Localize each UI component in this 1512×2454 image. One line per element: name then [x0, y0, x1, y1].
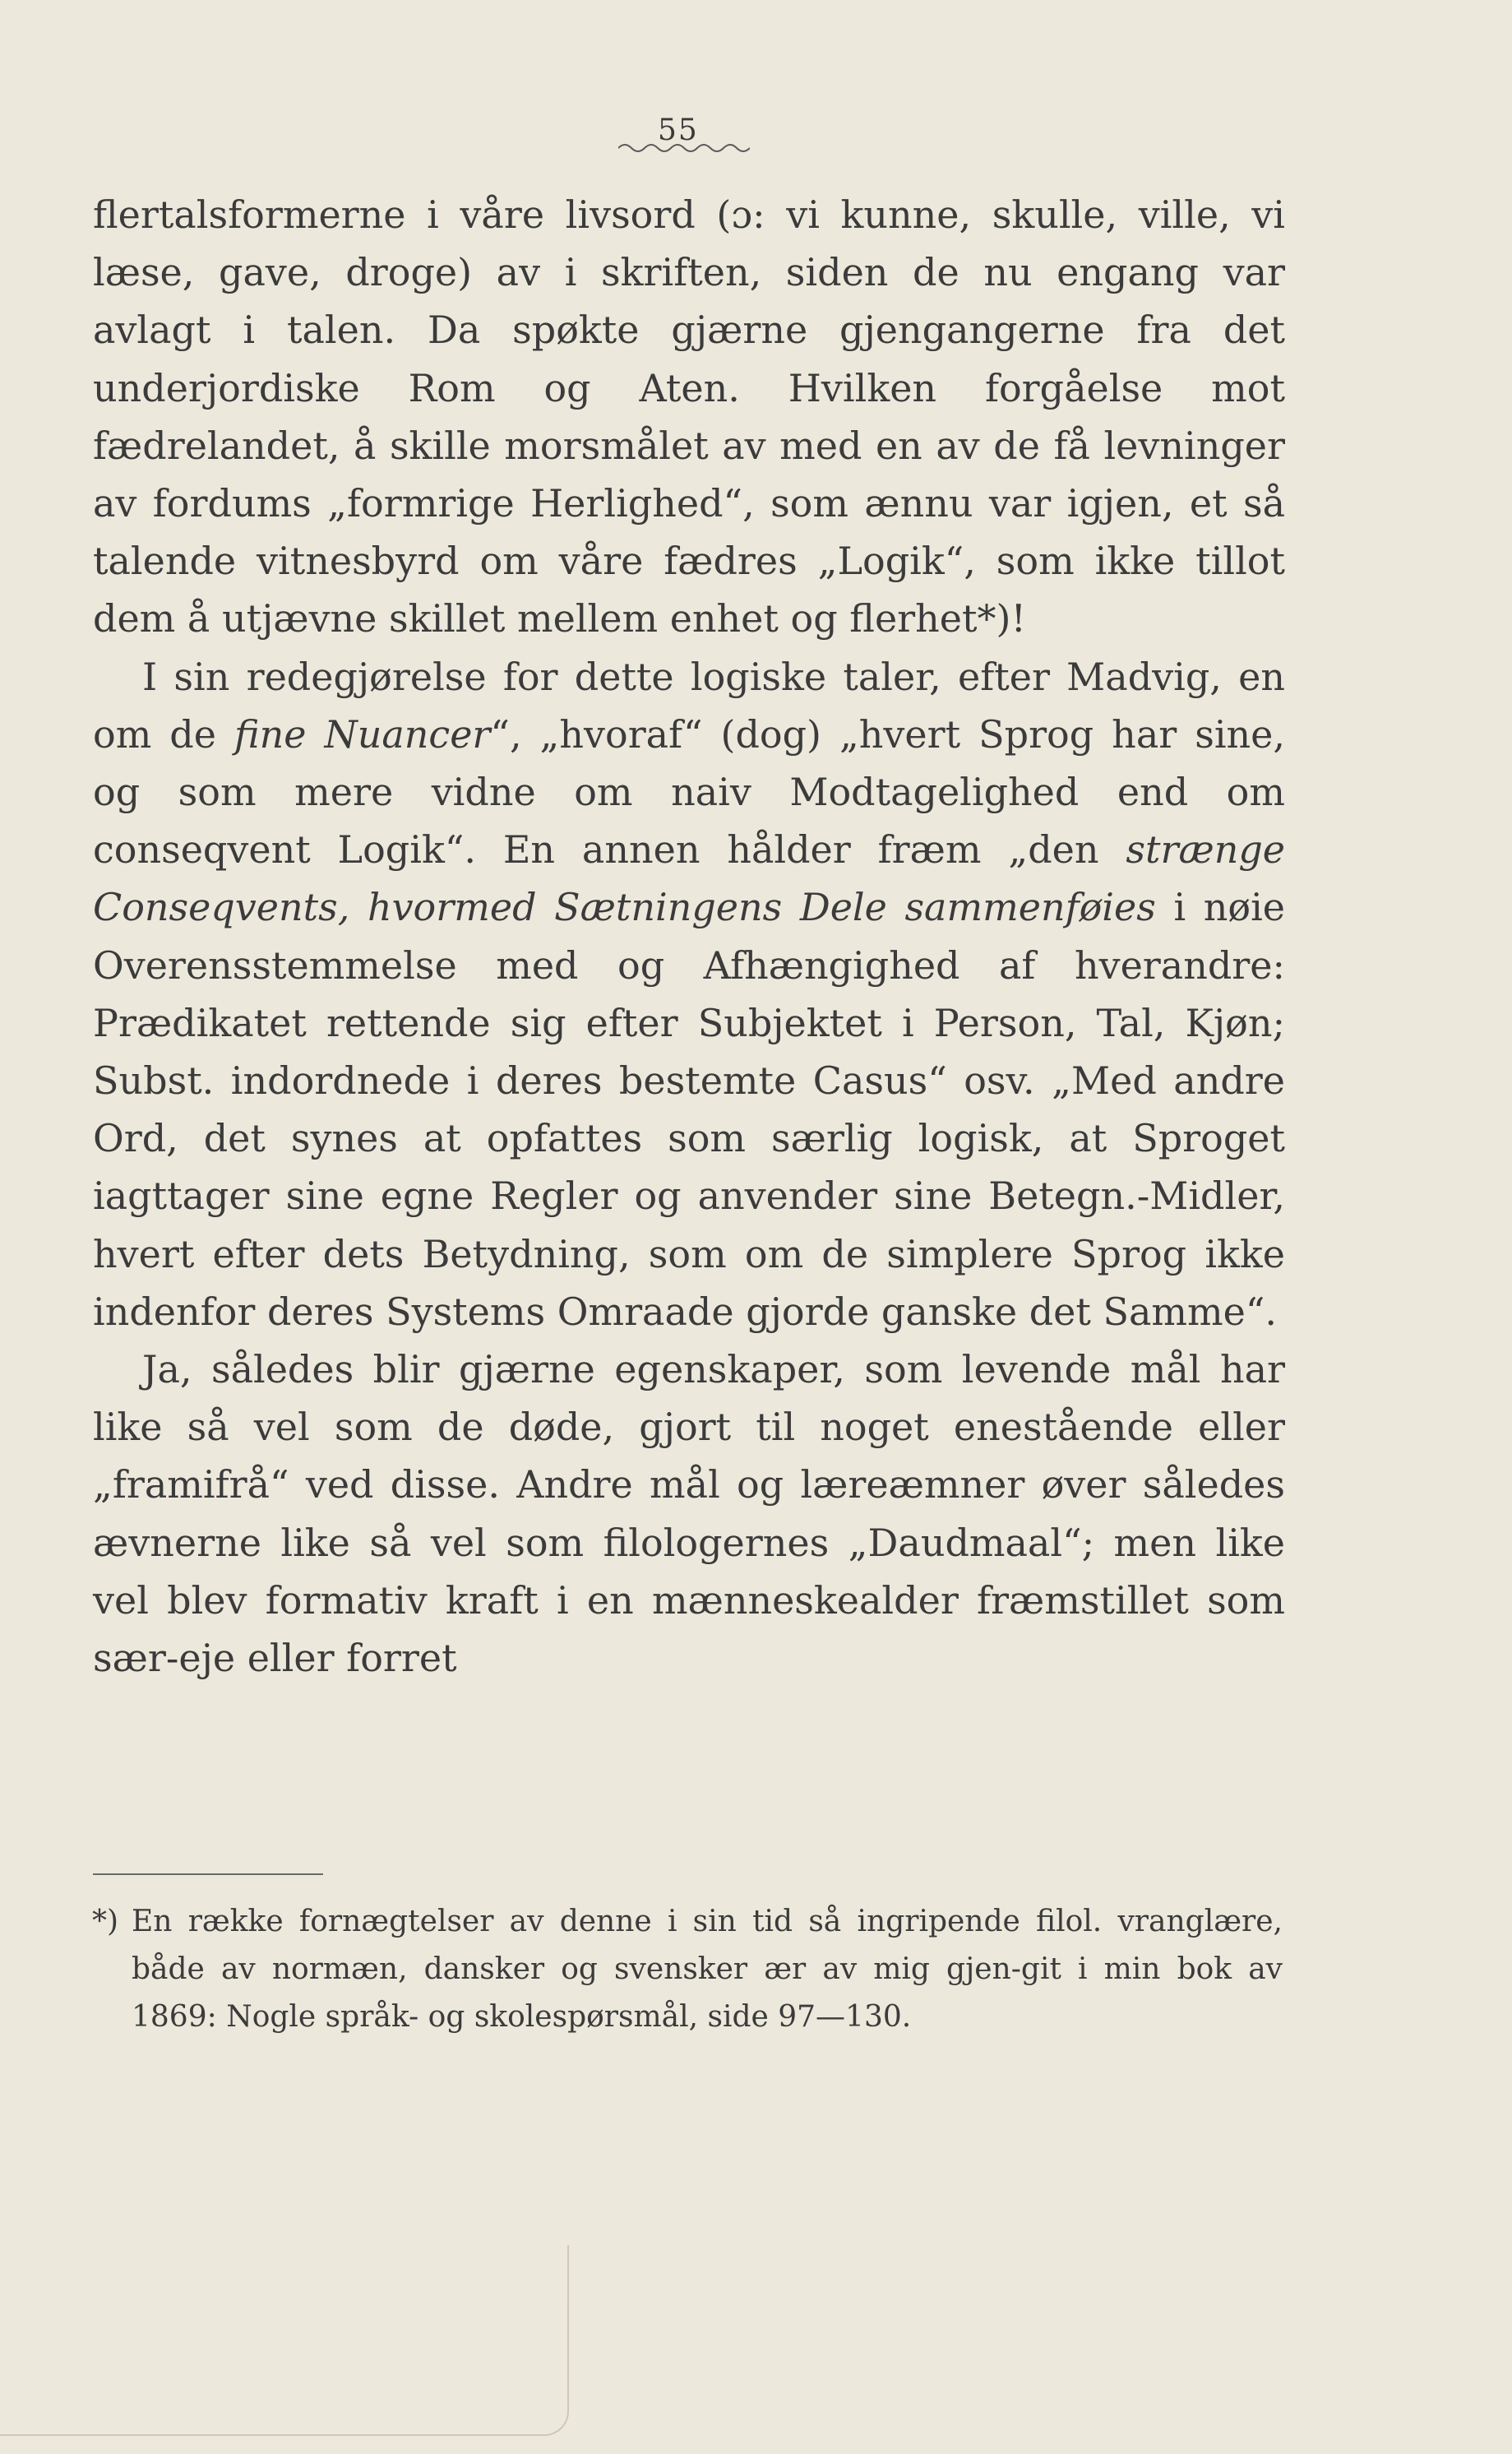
footnote-divider: [93, 1873, 323, 1875]
text-run: flertalsformerne i våre livsord (ɔ: vi kunne, skulle, ville, vi læse, gave, droge) av i skriften, siden de nu engang var avlagt i talen. Da spøkte gjærne gjengangerne fra det underjordiske Rom og Aten. Hvilken forgåelse mot fædrelandet, å skille morsmålet av med en av de få levninger av fordums „formrige Herlighed“, som ænnu var igjen, et så talende vitnesbyrd om våre fædres „Logik“, som ikke tillot dem å utjævne skillet mellem enhet og flerhet*)!: [93, 192, 1285, 641]
text-run: Ja, således blir gjærne egenskaper, som levende mål har like så vel som de døde, gjort til noget enestående eller „framifrå“ ved disse. Andre mål og læreæmner øver således ævnerne like så vel som filologernes „Daudmaal“; men like vel blev formativ kraft i en mænneskealder fræmstillet som sær-eje eller forret: [93, 1347, 1285, 1681]
footnote-marker: *): [92, 1905, 119, 1938]
italic-text: fine Nuancer: [234, 711, 491, 757]
text-run: I sin redegjørelse for dette logiske taler, efter Madvig, en om de: [93, 654, 1285, 757]
paragraph: [93, 186, 1285, 648]
paragraph: [93, 648, 1285, 1340]
paragraph: [93, 1340, 1285, 1687]
footnote-text: En række fornægtelser av denne i sin tid så ingripende filol. vranglære, både av normæn, dansker og svensker ær av mig gjen-git i min bok av 1869: Nogle språk- og skolespørsmål, side 97—130.: [132, 1905, 1283, 2034]
page-number-ornament: [618, 140, 750, 156]
page-number: 55: [658, 113, 699, 147]
footnote: [92, 1898, 1283, 2041]
text-run: i nøie Overensstemmelse med og Afhængighed af hverandre: Prædikatet rettende sig efter Subjektet i Person, Tal, Kjøn; Subst. indordnede i deres bestemte Casus“ osv. „Med andre Ord, det synes at opfattes som særlig logisk, at Sproget iagttager sine egne Regler og anvender sine Betegn.-Midler, hvert efter dets Betydning, som om de simplere Sprog ikke indenfor deres Systems Omraade gjorde ganske det Samme“.: [93, 885, 1286, 1334]
body-text: [93, 186, 1285, 1687]
text-run: “, „hvoraf“ (dog) „hvert Sprog har sine, og som mere vidne om naiv Modtagelighed end om conseqvent Logik“. En annen hålder fræm „den: [93, 711, 1286, 873]
italic-text: strænge Conseqvents, hvormed Sætningens Dele sammenføies: [93, 827, 1285, 930]
paper-crease: [0, 2245, 569, 2436]
